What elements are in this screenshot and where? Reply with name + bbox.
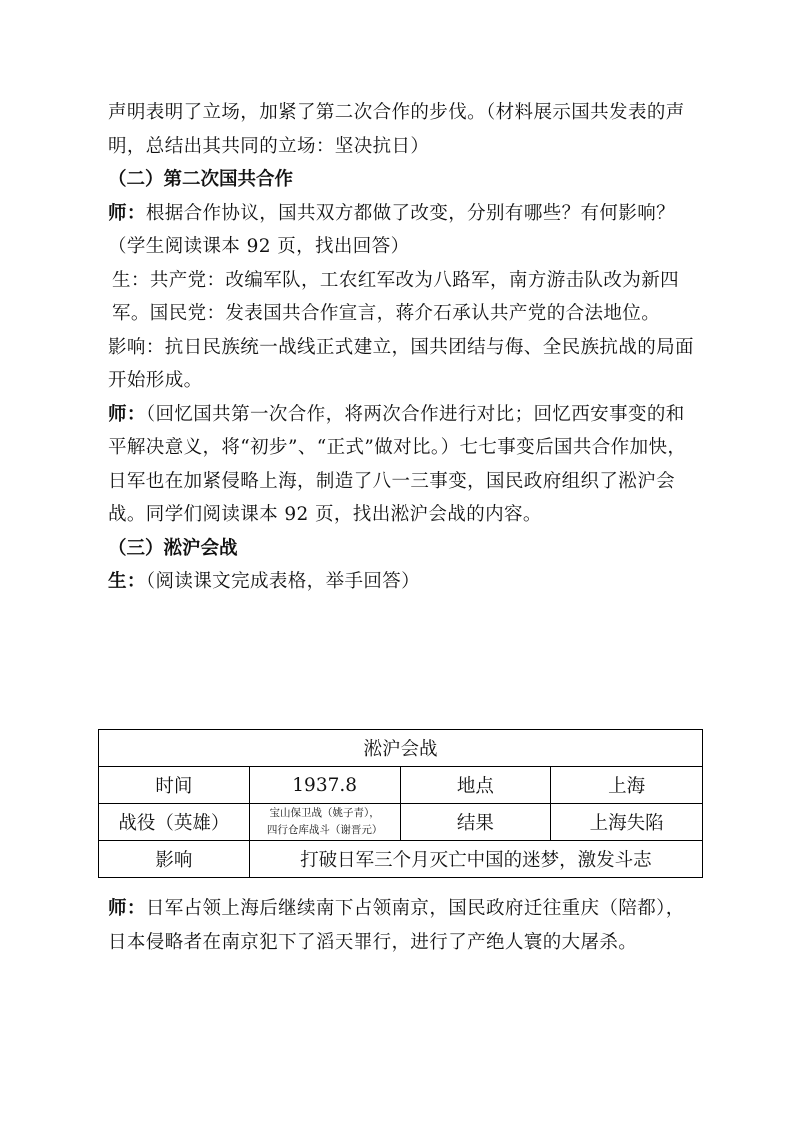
battle-label: 战役（英雄）	[99, 804, 250, 841]
influence-value: 打破日军三个月灭亡中国的迷梦，激发斗志	[249, 841, 702, 878]
battle-value	[249, 804, 400, 841]
section-heading-3: （三）淞沪会战	[108, 537, 238, 559]
table-title: 淞沪会战	[99, 730, 703, 767]
time-label: 时间	[99, 767, 250, 804]
student-paragraph-1	[108, 264, 700, 331]
table-row	[99, 767, 703, 804]
teacher-text-1: 根据合作协议，国共双方都做了改变，分别有哪些？有何影响？（学生阅读课本 92 页，找出回答）	[108, 202, 676, 257]
teacher-paragraph-1	[108, 197, 700, 264]
speaker-teacher: 师：	[108, 898, 146, 919]
table-row	[99, 841, 703, 878]
document-body	[108, 96, 700, 599]
battle-line-2: 四行仓库战斗（谢晋元）	[266, 824, 383, 836]
result-label: 结果	[400, 804, 551, 841]
student-text-2: （阅读课文完成表格，举手回答）	[145, 571, 421, 592]
paragraph-intro: 声明表明了立场，加紧了第二次合作的步伐。（材料展示国共发表的声明，总结出其共同的立场：坚决抗日）	[108, 102, 685, 157]
songhu-battle-table	[98, 729, 703, 878]
table-row	[99, 730, 703, 767]
speaker-teacher: 师：	[108, 403, 146, 425]
table-row	[99, 804, 703, 841]
influence-label: 影响	[99, 841, 250, 878]
student-paragraph-2	[108, 565, 700, 599]
place-value: 上海	[551, 767, 703, 804]
place-label: 地点	[400, 767, 551, 804]
teacher-text-2: （回忆国共第一次合作，将两次合作进行对比；回忆西安事变的和平解决意义，将“初步”、“正式”做对比。）七七事变后国共合作加快，日军也在加紧侵略上海，制造了八一三事变，国民政府组织了淞沪会战。同学们阅读课本 92 页，找出淞沪会战的内容。	[108, 403, 687, 525]
teacher-paragraph-3	[108, 892, 700, 959]
document-body-after-table	[108, 892, 700, 959]
speaker-student: 生：	[112, 269, 150, 291]
student-text-1: 共产党：改编军队，工农红军改为八路军，南方游击队改为新四军。国民党：发表国共合作宣言，蒋介石承认共产党的合法地位。	[112, 269, 680, 324]
speaker-student: 生：	[108, 571, 146, 592]
time-value: 1937.8	[249, 767, 400, 804]
teacher-text-3: 日军占领上海后继续南下占领南京，国民政府迁往重庆（陪都），日本侵略者在南京犯下了滔天罪行，进行了产绝人寰的大屠杀。	[108, 898, 685, 953]
speaker-teacher: 师：	[108, 202, 146, 224]
result-value: 上海失陷	[551, 804, 703, 841]
battle-line-1: 宝山保卫战（姚子青），	[269, 807, 380, 819]
teacher-paragraph-2	[108, 398, 700, 532]
section-heading-2: （二）第二次国共合作	[108, 169, 294, 190]
impact-paragraph: 影响：抗日民族统一战线正式建立，国共团结与侮、全民族抗战的局面开始形成。	[108, 336, 694, 391]
